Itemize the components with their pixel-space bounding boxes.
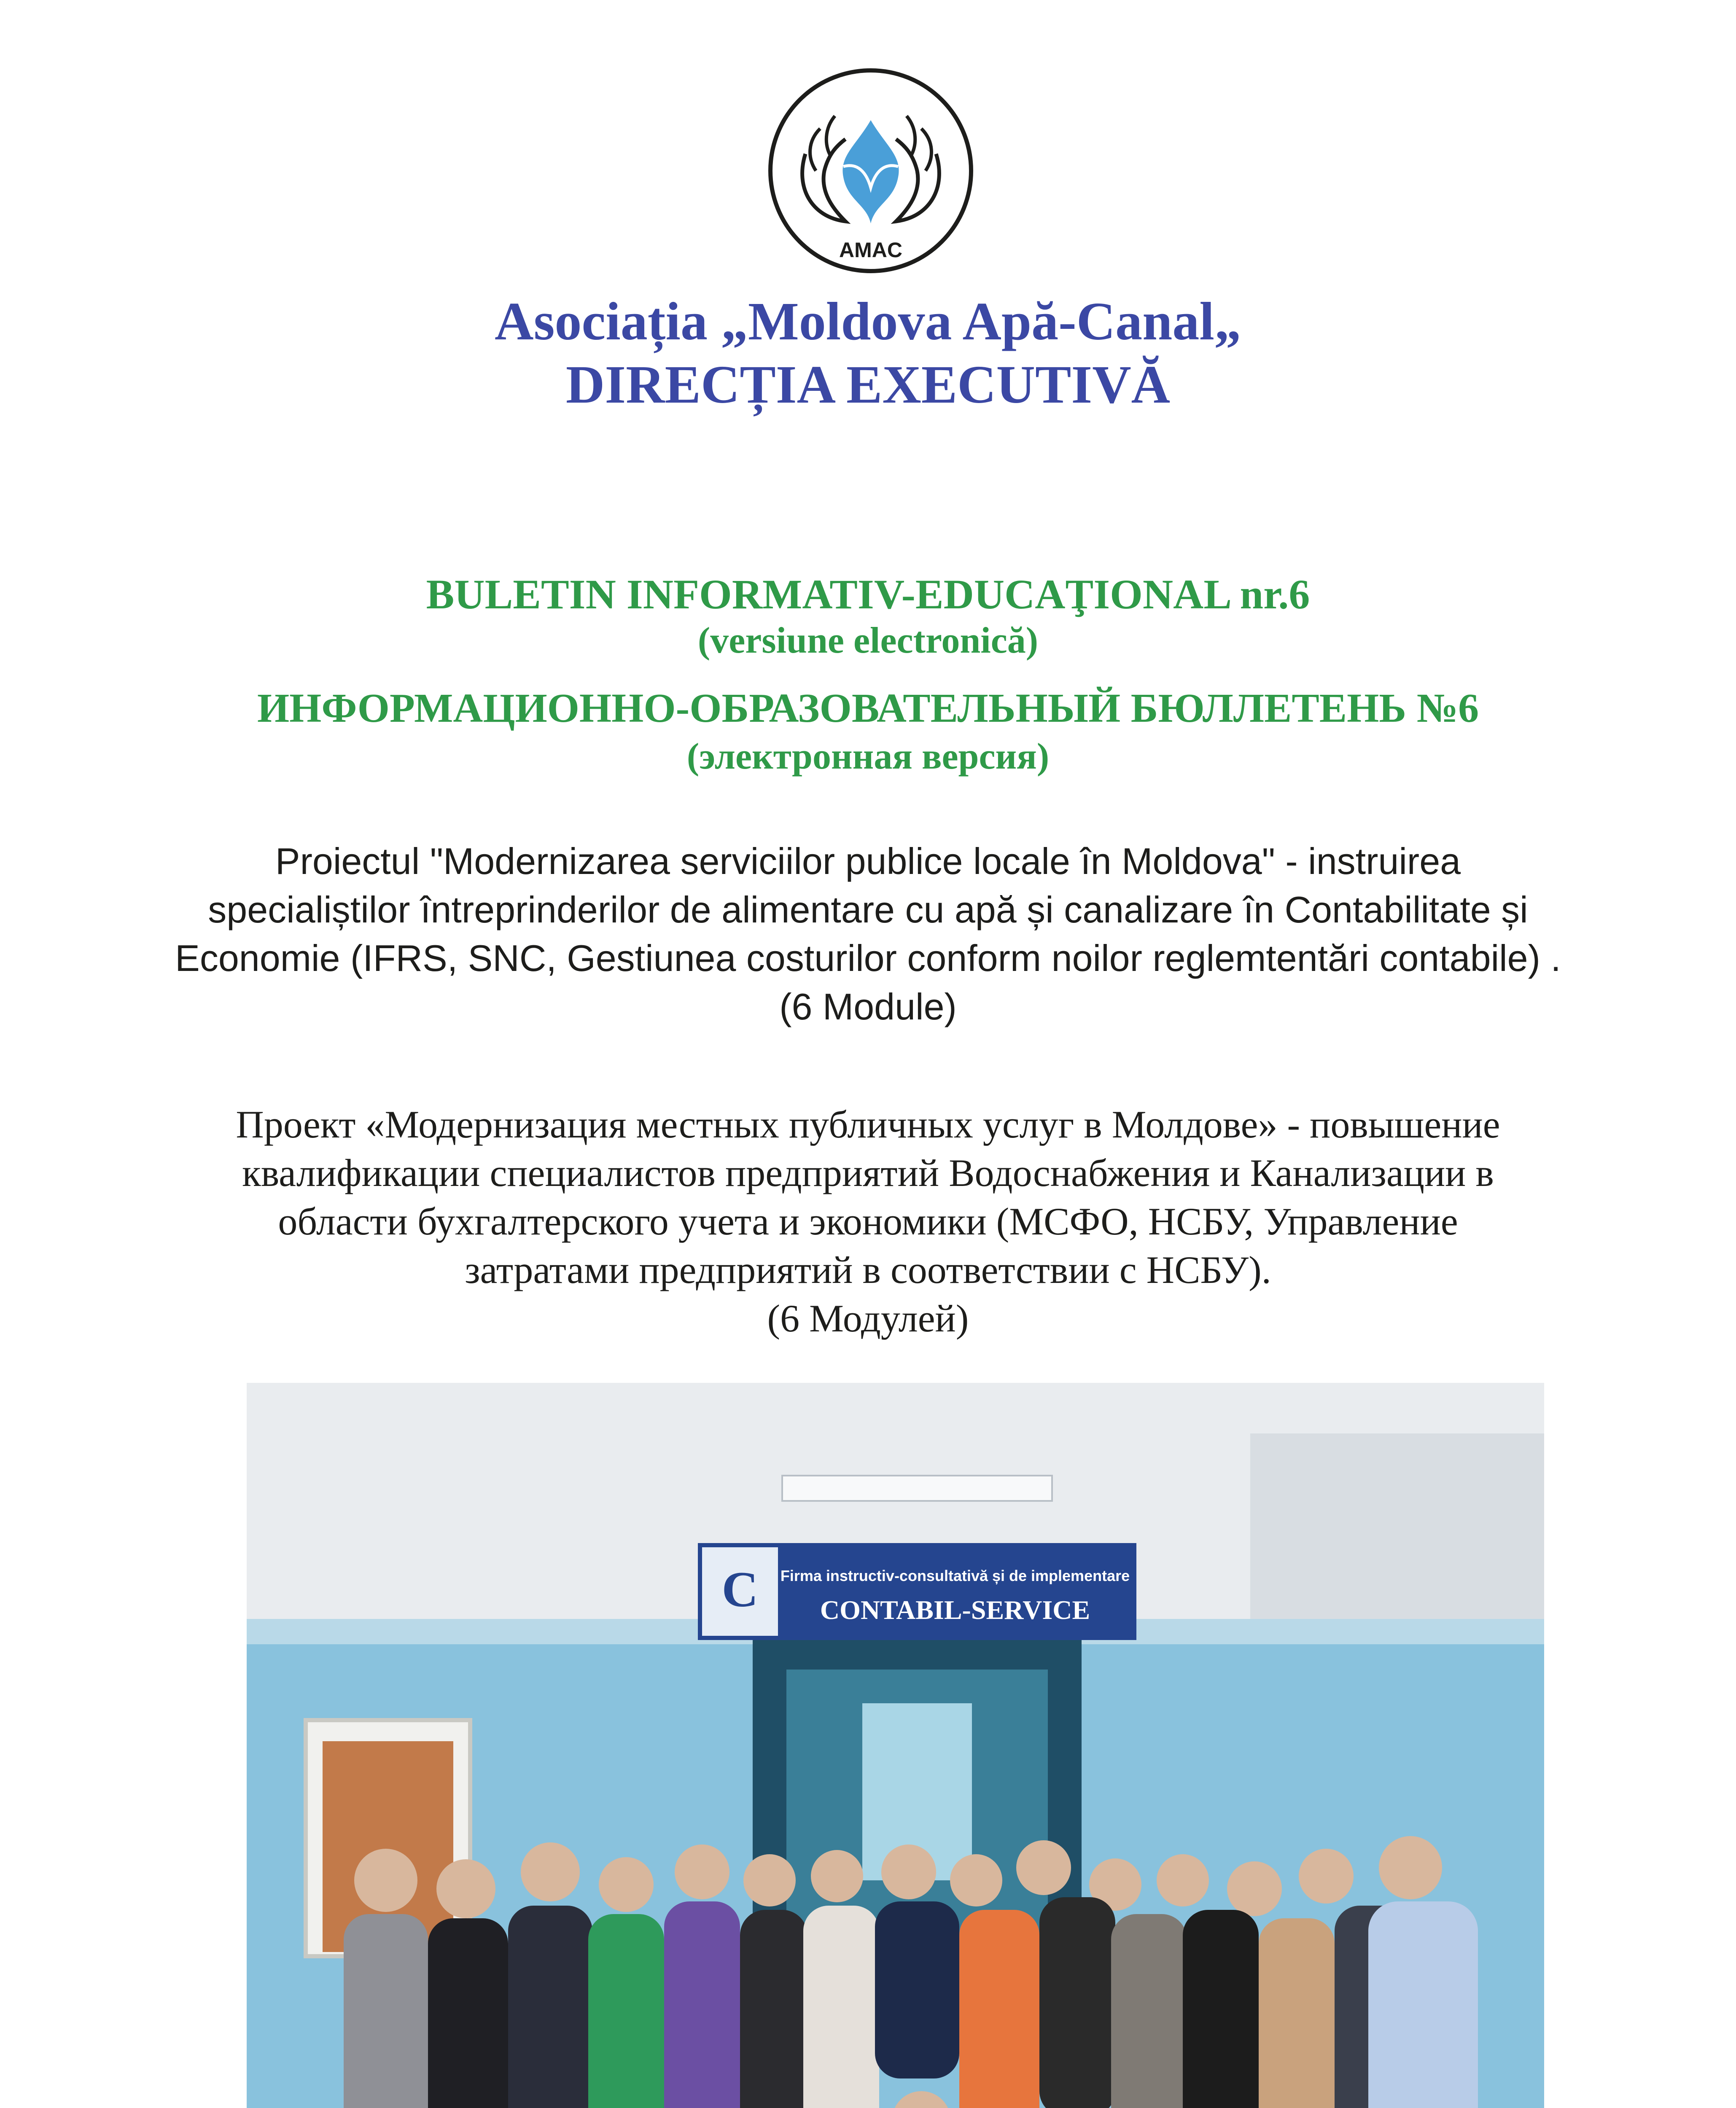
group-photo	[247, 1383, 1544, 2108]
svg-text:C: C	[721, 1561, 759, 1617]
project-description-ru	[25, 1100, 1711, 1294]
bulletin-subtitle-ru: (электронная версия)	[686, 736, 1050, 777]
project-ro-line: specialiștilor întreprinderilor de alimentare cu apă și canalizare în Contabilitate și	[208, 889, 1528, 930]
bulletin-title-ru: ИНФОРМАЦИОННО-ОБРАЗОВАТЕЛЬНЫЙ БЮЛЛЕТЕНЬ №6	[257, 686, 1479, 731]
project-ru-line: затратами предприятий в соответствии с НСБУ).	[465, 1248, 1271, 1291]
project-ro-line: Proiectul "Modernizarea serviciilor publice locale în Moldova" - instruirea	[275, 840, 1461, 882]
bulletin-title-ro: BULETIN INFORMATIV-EDUCAŢIONAL nr.6	[426, 571, 1310, 618]
sign-line2: CONTABIL-SERVICE	[820, 1595, 1090, 1625]
logo-text: AMAC	[839, 238, 902, 262]
organization-directorate: DIRECȚIA EXECUTIVĂ	[565, 355, 1171, 414]
bulletin-subtitle-ro: (versiune electronică)	[697, 620, 1039, 661]
project-description-ro	[25, 837, 1711, 982]
group-photo-scene	[247, 1383, 1544, 2108]
project-ro-modules: (6 Module)	[779, 986, 957, 1027]
amac-logo-graphic	[765, 65, 976, 276]
project-ru-modules: (6 Модулей)	[767, 1297, 969, 1340]
project-ro-line: Economie (IFRS, SNC, Gestiunea costurilor conform noilor reglemtentări contabile) .	[175, 937, 1561, 979]
sign-line1: Firma instructiv-consultativă și de implementare	[780, 1567, 1130, 1584]
project-ru-line: области бухгалтерского учета и экономики (МСФО, НСБУ, Управление	[278, 1200, 1458, 1243]
project-ru-line: Проект «Модернизация местных публичных услуг в Молдове» - повышение	[236, 1103, 1500, 1146]
project-ru-line: квалификации специалистов предприятий Водоснабжения и Канализации в	[242, 1151, 1494, 1194]
organization-name: Asociația „Moldova Apă-Canal„	[495, 291, 1241, 351]
amac-logo	[765, 65, 976, 276]
